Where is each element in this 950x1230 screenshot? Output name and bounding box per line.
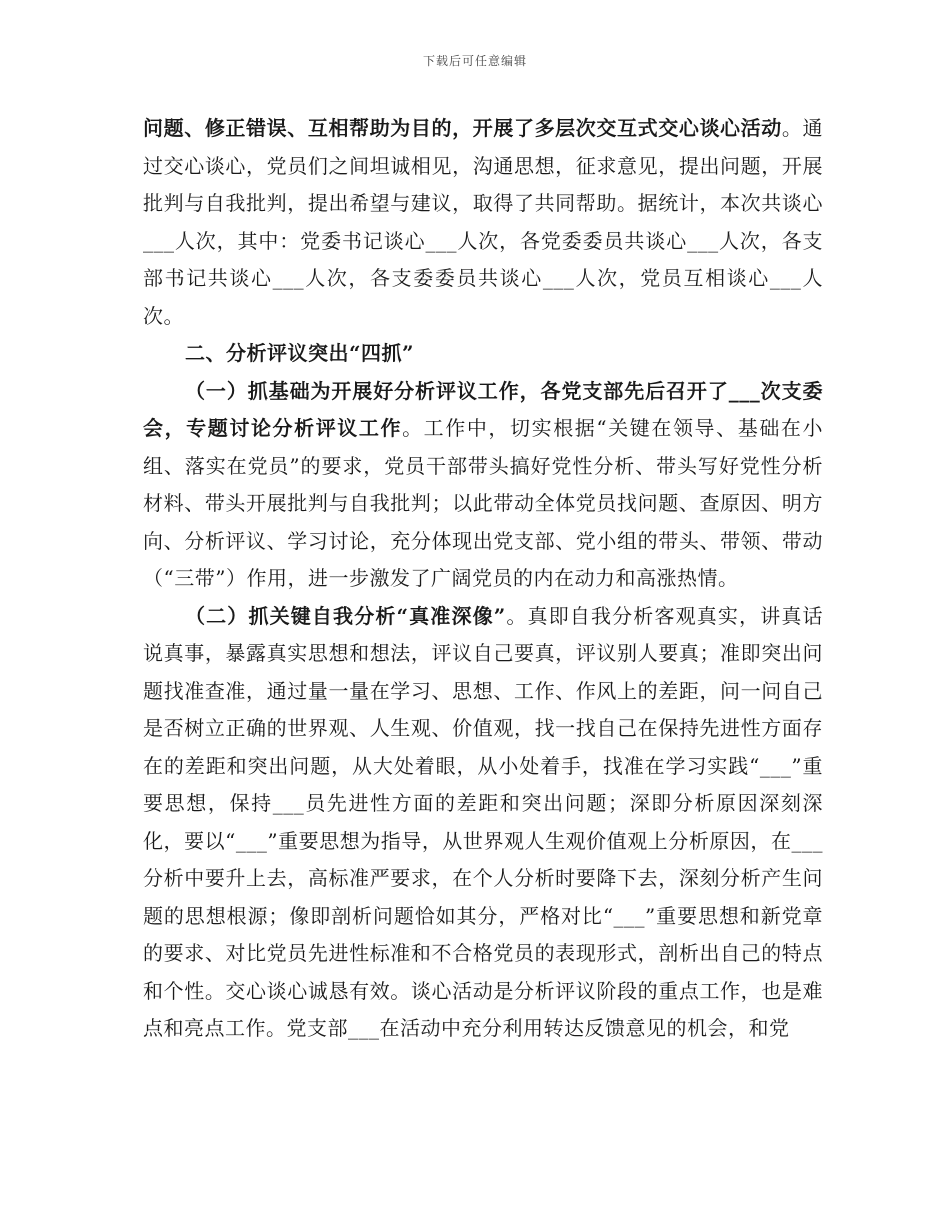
section-heading-four-grasps: 二、分析评议突出“四抓” [185, 341, 415, 365]
paragraph-text: 。工作中，切实根据“关键在领导、基础在小组、落实在党员”的要求，党员干部带头搞好党性分析、带头写好党性分析材料、带头开展批判与自我批判；以此带动全体党员找问题、查原因、明方向、分析评议、学习讨论，充分体现出党支部、党小组的带头、带领、带动（“三带”）作用，进一步激发了广阔党员的内在动力和高涨热情。 [143, 416, 823, 590]
paragraph-bold-lead: 问题、修正错误、互相帮助为目的，开展了多层次交互式交心谈心活动 [143, 116, 782, 140]
paragraph-talk-activity [143, 110, 823, 335]
page-header: 下载后可任意编辑 [422, 54, 527, 68]
paragraph-bold-lead: （二）抓关键自我分析“真准深像” [185, 603, 506, 628]
paragraph-text: 。真即自我分析客观真实，讲真话说真事，暴露真实思想和想法，评议自己要真，评议别人要真；准即突出问题找准查准，通过量一量在学习、思想、工作、作风上的差距，问一问自己是否树立正确的世界观、人生观、价值观，找一找自己在保持先进性方面存在的差距和突出问题，从大处着眼，从小处着手，找准在学习实践“___”重要思想，保持___员先进性方面的差距和突出问题；深即分析原因深刻深化，要以“___”重要思想为指导，从世界观人生观价值观上分析原因，在___分析中要升上去，高标准严要求，在个人分析时要降下去，深刻分析产生问题的思想根源；像即剖析问题恰如其分，严格对比“___”重要思想和新党章的要求、对比党员先进性标准和不合格党员的表现形式，剖析出自己的特点和个性。交心谈心诚恳有效。谈心活动是分析评议阶段的重点工作，也是难点和亮点工作。党支部___在活动中充分利用转达反馈意见的机会，和党 [143, 603, 823, 1040]
paragraph-text: 。通过交心谈心，党员们之间坦诚相见，沟通思想，征求意见，提出问题，开展批判与自我批判，提出希望与建议，取得了共同帮助。据统计，本次共谈心___人次，其中：党委书记谈心___人次，各党委委员共谈心___人次，各支部书记共谈心___人次，各支委委员共谈心___人次，党员互相谈心___人次。 [143, 116, 823, 328]
paragraph-grasp-key [143, 598, 823, 1048]
paragraph-grasp-foundation [143, 373, 823, 598]
paragraph-bold-lead: （一）抓基础为开展好分析评议工作，各党支部先后召开了___次支委会，专题讨论分析评议工作 [143, 378, 823, 440]
document-body [143, 110, 823, 1048]
